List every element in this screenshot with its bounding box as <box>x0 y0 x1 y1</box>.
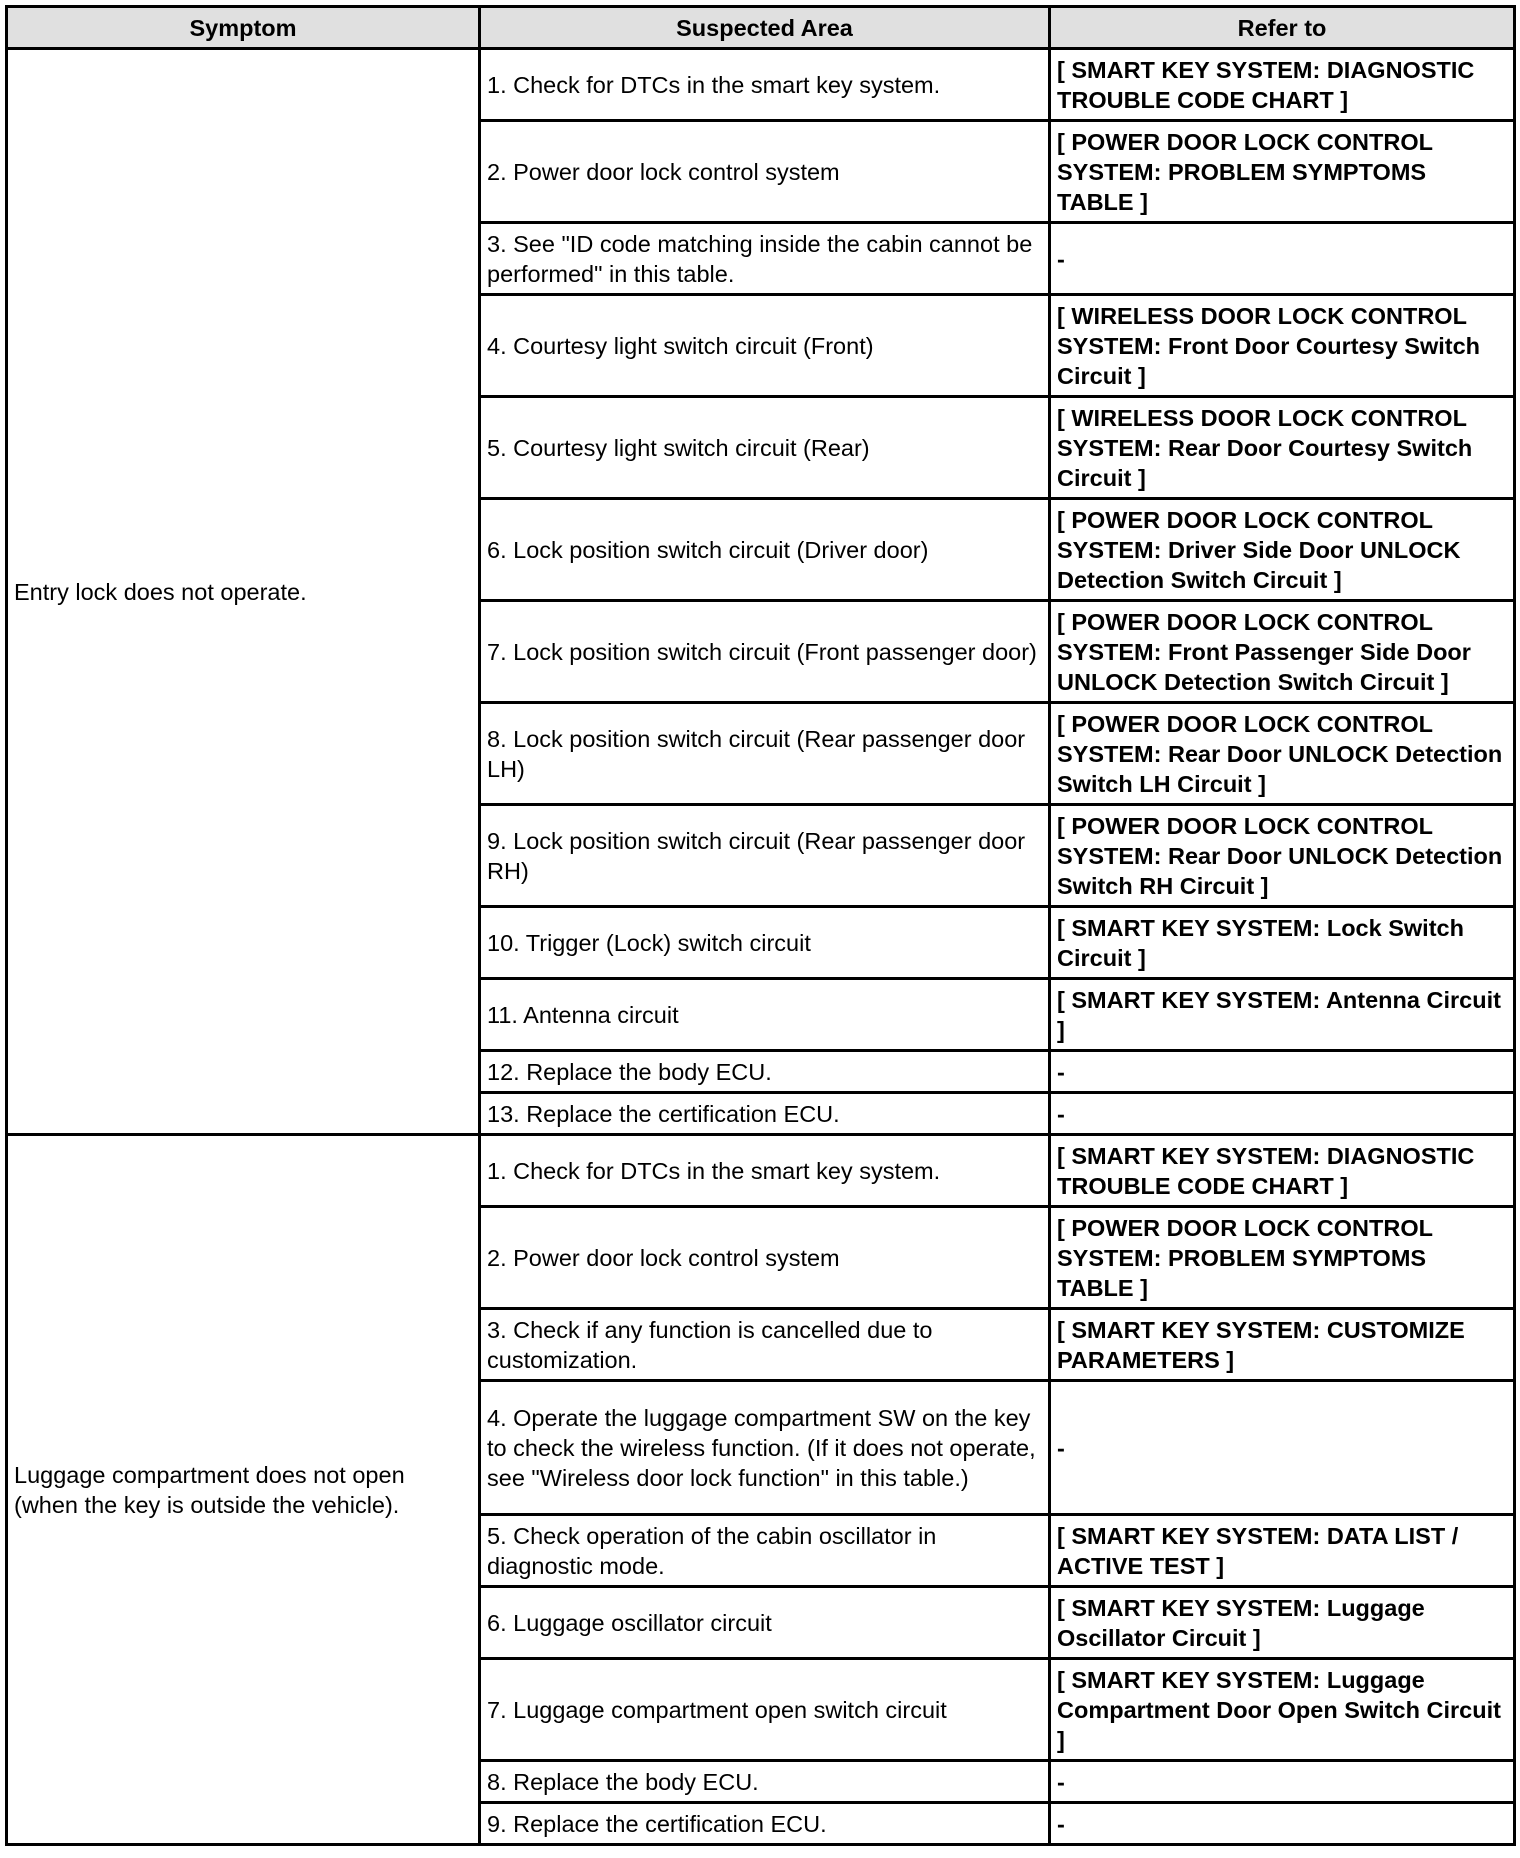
refer-to-cell: [ POWER DOOR LOCK CONTROL SYSTEM: PROBLEM SYMPTOMS TABLE ] <box>1050 121 1515 223</box>
refer-to-cell: [ SMART KEY SYSTEM: DATA LIST / ACTIVE TEST ] <box>1050 1515 1515 1587</box>
troubleshooting-table-wrapper <box>5 5 1516 1846</box>
refer-to-cell: [ SMART KEY SYSTEM: Lock Switch Circuit ] <box>1050 907 1515 979</box>
header-row <box>7 7 1515 49</box>
refer-to-cell: - <box>1050 1093 1515 1135</box>
refer-to-cell: [ SMART KEY SYSTEM: CUSTOMIZE PARAMETERS ] <box>1050 1309 1515 1381</box>
suspected-area-cell: 5. Check operation of the cabin oscillator in diagnostic mode. <box>480 1515 1050 1587</box>
refer-to-cell: [ SMART KEY SYSTEM: DIAGNOSTIC TROUBLE CODE CHART ] <box>1050 1135 1515 1207</box>
refer-to-cell: [ POWER DOOR LOCK CONTROL SYSTEM: Rear Door UNLOCK Detection Switch LH Circuit ] <box>1050 703 1515 805</box>
suspected-area-cell: 7. Luggage compartment open switch circuit <box>480 1659 1050 1761</box>
refer-to-cell: [ POWER DOOR LOCK CONTROL SYSTEM: Rear Door UNLOCK Detection Switch RH Circuit ] <box>1050 805 1515 907</box>
suspected-area-cell: 12. Replace the body ECU. <box>480 1051 1050 1093</box>
suspected-area-cell: 11. Antenna circuit <box>480 979 1050 1051</box>
refer-to-cell: - <box>1050 1381 1515 1515</box>
suspected-area-cell: 6. Luggage oscillator circuit <box>480 1587 1050 1659</box>
refer-to-cell: [ SMART KEY SYSTEM: DIAGNOSTIC TROUBLE CODE CHART ] <box>1050 49 1515 121</box>
symptom-cell: Entry lock does not operate. <box>7 49 480 1135</box>
refer-to-cell: - <box>1050 223 1515 295</box>
refer-to-cell: [ SMART KEY SYSTEM: Antenna Circuit ] <box>1050 979 1515 1051</box>
refer-to-cell: - <box>1050 1761 1515 1803</box>
header-refer-to: Refer to <box>1050 7 1515 49</box>
refer-to-cell: [ POWER DOOR LOCK CONTROL SYSTEM: Front Passenger Side Door UNLOCK Detection Switch Circuit ] <box>1050 601 1515 703</box>
refer-to-cell: [ SMART KEY SYSTEM: Luggage Compartment Door Open Switch Circuit ] <box>1050 1659 1515 1761</box>
suspected-area-cell: 8. Lock position switch circuit (Rear passenger door LH) <box>480 703 1050 805</box>
suspected-area-cell: 1. Check for DTCs in the smart key system. <box>480 1135 1050 1207</box>
refer-to-cell: - <box>1050 1051 1515 1093</box>
suspected-area-cell: 3. Check if any function is cancelled due to customization. <box>480 1309 1050 1381</box>
suspected-area-cell: 10. Trigger (Lock) switch circuit <box>480 907 1050 979</box>
suspected-area-cell: 8. Replace the body ECU. <box>480 1761 1050 1803</box>
table-row <box>7 49 1515 121</box>
refer-to-cell: [ POWER DOOR LOCK CONTROL SYSTEM: Driver Side Door UNLOCK Detection Switch Circuit ] <box>1050 499 1515 601</box>
suspected-area-cell: 1. Check for DTCs in the smart key system. <box>480 49 1050 121</box>
refer-to-cell: [ WIRELESS DOOR LOCK CONTROL SYSTEM: Rear Door Courtesy Switch Circuit ] <box>1050 397 1515 499</box>
table-row <box>7 1135 1515 1207</box>
suspected-area-cell: 5. Courtesy light switch circuit (Rear) <box>480 397 1050 499</box>
symptom-cell: Luggage compartment does not open (when the key is outside the vehicle). <box>7 1135 480 1845</box>
suspected-area-cell: 13. Replace the certification ECU. <box>480 1093 1050 1135</box>
suspected-area-cell: 6. Lock position switch circuit (Driver door) <box>480 499 1050 601</box>
header-symptom: Symptom <box>7 7 480 49</box>
refer-to-cell: [ WIRELESS DOOR LOCK CONTROL SYSTEM: Front Door Courtesy Switch Circuit ] <box>1050 295 1515 397</box>
suspected-area-cell: 3. See "ID code matching inside the cabin cannot be performed" in this table. <box>480 223 1050 295</box>
refer-to-cell: [ SMART KEY SYSTEM: Luggage Oscillator Circuit ] <box>1050 1587 1515 1659</box>
suspected-area-cell: 2. Power door lock control system <box>480 1207 1050 1309</box>
suspected-area-cell: 2. Power door lock control system <box>480 121 1050 223</box>
refer-to-cell: - <box>1050 1803 1515 1845</box>
suspected-area-cell: 9. Lock position switch circuit (Rear passenger door RH) <box>480 805 1050 907</box>
suspected-area-cell: 7. Lock position switch circuit (Front passenger door) <box>480 601 1050 703</box>
refer-to-cell: [ POWER DOOR LOCK CONTROL SYSTEM: PROBLEM SYMPTOMS TABLE ] <box>1050 1207 1515 1309</box>
header-suspected-area: Suspected Area <box>480 7 1050 49</box>
suspected-area-cell: 4. Courtesy light switch circuit (Front) <box>480 295 1050 397</box>
suspected-area-cell: 4. Operate the luggage compartment SW on the key to check the wireless function. (If it does not operate, see "Wireless door lock function" in this table.) <box>480 1381 1050 1515</box>
problem-symptoms-table <box>5 5 1516 1846</box>
suspected-area-cell: 9. Replace the certification ECU. <box>480 1803 1050 1845</box>
